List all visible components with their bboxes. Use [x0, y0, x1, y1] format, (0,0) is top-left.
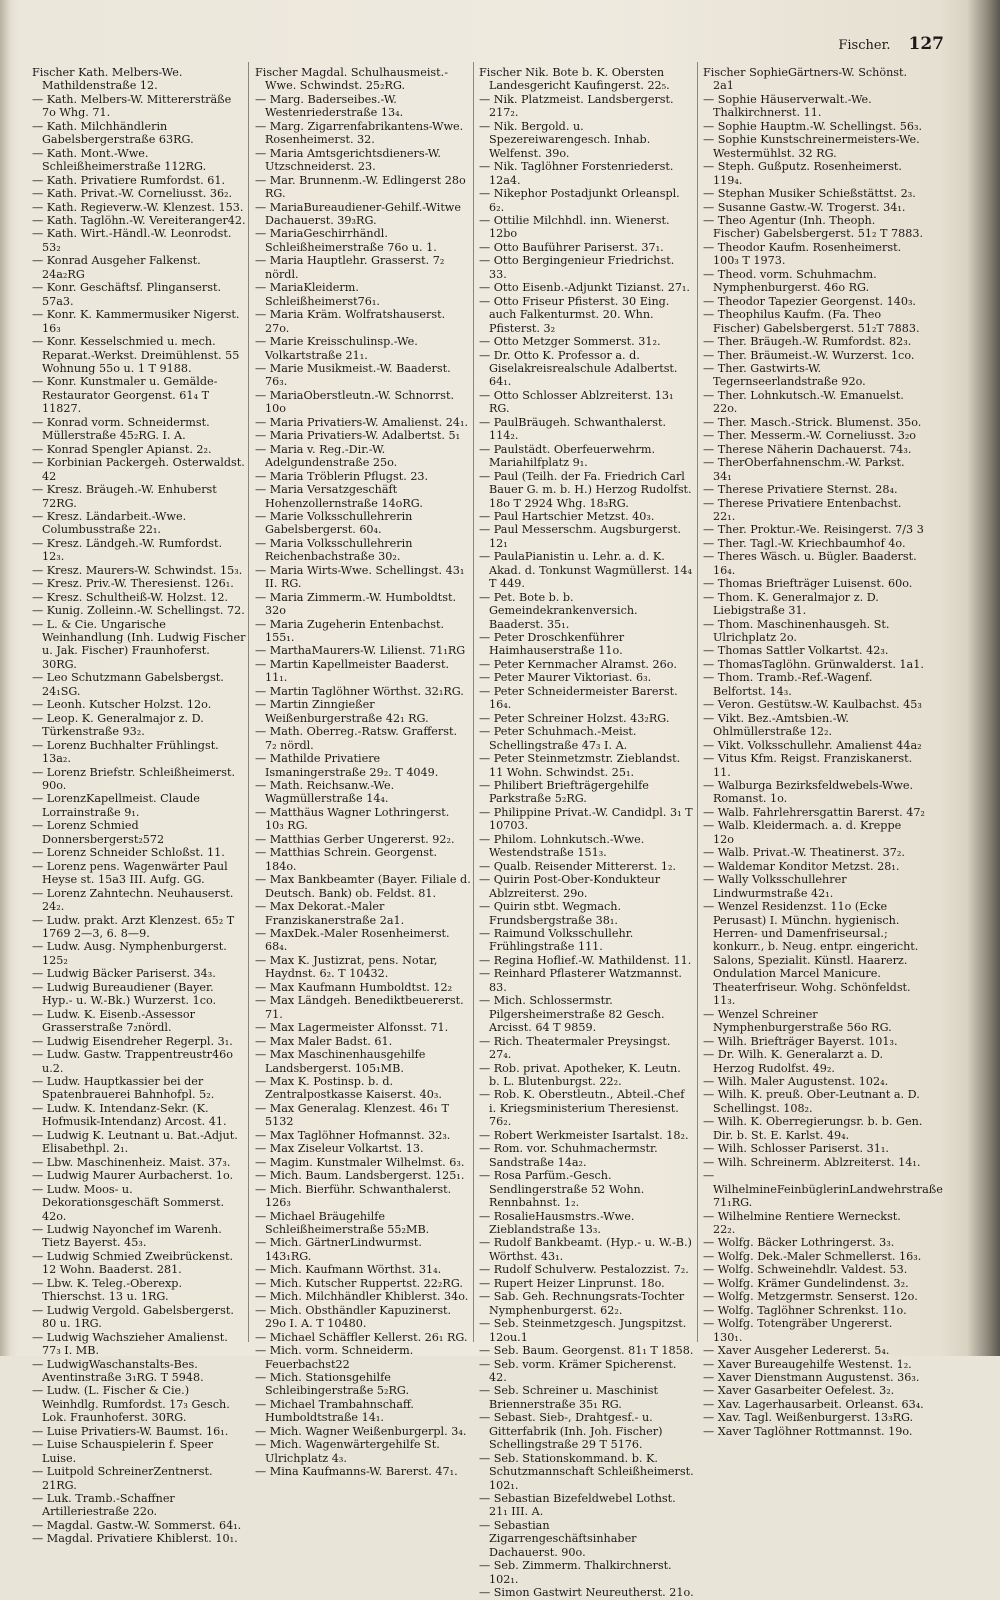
directory-entry: — Reinhard Pflasterer Watzmannst. 83. [479, 967, 682, 994]
directory-entry: — TherOberfahnenschm.-W. Parkst. 34₁ [703, 456, 905, 483]
directory-entry: — Quirin stbt. Wegmach. Frundsbergstraße 38₁. [479, 900, 622, 927]
directory-entry: — Maria Zimmerm.-W. Humboldtst. 32o [255, 590, 457, 618]
directory-entry: — Mich. Bierführ. Schwanthalerst. 126₃ [255, 1182, 452, 1210]
directory-entry: — Marie Kreisschulinsp.-We. Volkartstraße 21₁. [255, 335, 418, 362]
directory-entry: — Mich. Baum. Landsbergerst. 125₁. [255, 1169, 465, 1183]
directory-entry: — Mich. Wagner Weißenburgerpl. 3₄. [255, 1424, 467, 1438]
directory-entry: — Theod. vorm. Schuhmachm. Nymphenburgerst. 46o RG. [703, 267, 877, 295]
directory-column-4 [703, 66, 943, 1438]
directory-entry: — Sebast. Sieb-, Drahtgesf.- u. Gitterfabrik (Inh. Joh. Fischer) Schellingstraße 29 T 5176. [479, 1411, 663, 1452]
directory-entry: — Quirin Post-Ober-Kondukteur Ablzreiterst. 29o. [479, 873, 661, 900]
directory-entry: — Kath. Privat.-W. Corneliusst. 36₂. [32, 187, 233, 201]
directory-entry: — Rob. privat. Apotheker, K. Leutn. b. L. Blutenburgst. 22₂. [479, 1061, 681, 1088]
book-binding-shadow [968, 0, 1000, 1356]
directory-entry: — Kath. Regieverw.-W. Klenzest. 153. [32, 200, 244, 214]
directory-entry: — Wilhelmine Rentiere Werneckst. 22₂. [703, 1209, 901, 1236]
directory-entry: — Susanne Gastw.-W. Trogerst. 34₁. [703, 200, 906, 214]
directory-entry: — Max Kaufmann Humboldtst. 12₂ [255, 980, 453, 994]
directory-entry: — Sebastian Zigarrengeschäftsinhaber Dachauerst. 90o. [479, 1518, 637, 1559]
directory-entry: — Seb. Stationskommand. b. K. Schutzmannschaft Schleißheimerst. 102₁. [479, 1451, 694, 1492]
directory-entry: — Ludwig Vergold. Gabelsbergerst. 80 u. 1RG. [32, 1303, 234, 1331]
directory-entry: — Michael Bräugehilfe Schleißheimerstraße 55₂MB. [255, 1209, 430, 1236]
directory-entry: — Mina Kaufmanns-W. Barerst. 47₁. [255, 1465, 458, 1479]
directory-entry: — Lorenz Schmied Donnersbergerst₂572 [32, 819, 165, 846]
directory-entry: — Wolfg. Dek.-Maler Schmellerst. 16₃. [703, 1249, 922, 1263]
directory-entry: — Sophie Häuserverwalt.-We. Thalkirchnerst. 11. [703, 92, 872, 120]
directory-entry: — Ludwig Nayonchef im Warenh. Tietz Bayerst. 45₃. [32, 1222, 222, 1250]
directory-entry: — Leonh. Kutscher Holzst. 12o. [32, 698, 212, 712]
directory-entry: — Wenzel Schreiner Nymphenburgerstraße 56o RG. [703, 1007, 892, 1035]
directory-entry: — Theres Wäsch. u. Bügler. Baaderst. 16₄. [703, 550, 917, 577]
directory-entry: — Ludw. K. Eisenb.-Assessor Grasserstraße 7₂nördl. [32, 1007, 195, 1035]
directory-entry: — Ther. Bräumeist.-W. Wurzerst. 1co. [703, 348, 915, 362]
directory-entry: — Raimund Volksschullehr. Frühlingstraße 111. [479, 927, 634, 954]
directory-entry: — Peter Droschkenführer Haimhauserstraße 11o. [479, 631, 625, 658]
directory-entry: — Otto Schlosser Ablzreiterst. 13₁ RG. [479, 388, 674, 416]
directory-entry: — Kresz. Maurers-W. Schwindst. 15₃. [32, 563, 243, 577]
directory-entry: — Ludwig Wachszieher Amalienst. 77₃ I. MB. [32, 1330, 228, 1358]
directory-entry: — Qualb. Reisender Mittererst. 1₂. [479, 859, 676, 873]
directory-entry: — Kath. Privatiere Rumfordst. 61. [32, 173, 226, 187]
directory-entry: — Wolfg. Bäcker Lothringerst. 3₃. [703, 1236, 895, 1250]
directory-entry: — Luk. Tramb.-Schaffner Artilleriestraße 22o. [32, 1492, 175, 1519]
directory-column-2 [255, 66, 471, 1479]
directory-entry: — Ludwig K. Leutnant u. Bat.-Adjut. Elisabethpl. 2₁. [32, 1128, 238, 1156]
directory-entry: — Xav. Tagl. Weißenburgerst. 13₃RG. [703, 1411, 914, 1425]
directory-entry: — Paulstädt. Oberfeuerwehrm. Mariahilfplatz 9₁. [479, 442, 656, 470]
directory-entry: — Kath. Taglöhn.-W. Vereiteranger42. [32, 213, 246, 227]
directory-entry: — Xaver Gasarbeiter Oefelest. 3₂. [703, 1384, 895, 1398]
directory-entry: — Marg. Baderseibes.-W. Westenriederstraße 13₄. [255, 92, 404, 120]
directory-entry: — Konrad vorm. Schneidermst. Müllerstraße 45₂RG. I. A. [32, 415, 210, 443]
directory-entry: — Seb. vorm. Krämer Spicherenst. 42. [479, 1357, 677, 1384]
directory-entry: — Lbw. Maschinenheiz. Maist. 37₃. [32, 1155, 231, 1169]
directory-entry: — Veron. Gestütsw.-W. Kaulbachst. 45₃ [703, 698, 922, 712]
directory-entry: — Philom. Lohnkutsch.-Wwe. Westendstraße 151₃. [479, 832, 645, 860]
directory-entry: — Matthias Gerber Ungererst. 92₂. [255, 832, 455, 846]
directory-entry: — L. & Cie. Ungarische Weinhandlung (Inh. Ludwig Fischer u. Jak. Fischer) Fraunhoferst. 30RG. [32, 617, 246, 671]
page-number: 127 [908, 34, 944, 54]
directory-entry: — Peter Schneidermeister Barerst. 16₄. [479, 684, 678, 712]
directory-entry: — Theo Agentur (Inh. Theoph. Fischer) Gabelsbergerst. 51₂ T 7883. [703, 213, 924, 241]
directory-entry: — MariaGeschirrhändl. Schleißheimerstraße 76o u. 1. [255, 227, 437, 254]
directory-entry: — Ludw. Gastw. Trappentreustr46o u.2. [32, 1048, 233, 1075]
directory-entry: — Max Ländgeh. Benediktbeuererst. 71. [255, 994, 464, 1021]
directory-entry: — Math. Reichsanw.-We. Wagmüllerstraße 14₄. [255, 779, 395, 806]
directory-entry: — Mich. Milchhändler Khiblerst. 34o. [255, 1290, 469, 1304]
directory-entry: — Maria v. Reg.-Dir.-W. Adelgundenstraße 25o. [255, 442, 398, 470]
directory-entry: — Thom. K. Generalmajor z. D. Liebigstraße 31. [703, 590, 879, 618]
directory-entry: — Ther. Masch.-Strick. Blumenst. 35o. [703, 415, 922, 429]
header-word: Fischer. [838, 38, 891, 53]
directory-entry: — Thomas Sattler Volkartst. 42₃. [703, 644, 889, 658]
directory-entry: — Theophilus Kaufm. (Fa. Theo Fischer) Gabelsbergerst. 51₂T 7883. [703, 308, 920, 335]
directory-entry: — Ther. Tagl.-W. Kriechbaumhof 4o. [703, 536, 906, 550]
directory-entry: — LorenzKapellmeist. Claude Lorrainstraße 9₁. [32, 792, 200, 819]
directory-entry: — Nik. Taglöhner Forstenriederst. 12a4. [479, 160, 674, 187]
directory-entry: — Magdal. Gastw.-W. Sommerst. 64₁. [32, 1518, 242, 1532]
directory-entry: — Marie Volksschullehrerin Gabelsbergerst. 60₄. [255, 509, 413, 537]
directory-entry: — Michael Trambahnschaff. Humboldtstraße 14₁. [255, 1397, 414, 1425]
directory-column-1 [32, 66, 246, 1546]
directory-entry: — Max Maler Badst. 61. [255, 1034, 393, 1048]
directory-entry: — Maria Privatiers-W. Adalbertst. 5₁ [255, 429, 461, 443]
directory-entry: — Ther. Bräugeh.-W. Rumfordst. 82₃. [703, 335, 912, 349]
directory-entry: — Philippine Privat.-W. Candidpl. 3₁ T 10703. [479, 805, 693, 833]
directory-entry: — Wolfg. Totengräber Ungererst. 130₁. [703, 1317, 893, 1344]
directory-entry: Fischer Kath. Melbers-We. Mathildenstraße 12. [32, 66, 183, 93]
directory-entry: — Ther. Lohnkutsch.-W. Emanuelst. 22o. [703, 388, 904, 416]
directory-entry: — LudwigWaschanstalts-Bes. Aventinstraße 3₁RG. T 5948. [32, 1357, 204, 1384]
directory-entry: — Therese Näherin Dachauerst. 74₃. [703, 442, 912, 456]
directory-entry: — Maria Volksschullehrerin Reichenbachstraße 30₂. [255, 536, 413, 564]
directory-entry: — Lorenz Zahntechn. Neuhauserst. 24₂. [32, 886, 234, 914]
directory-entry: — Therese Privatiere Entenbachst. 22₁. [703, 496, 902, 523]
directory-entry: — Otto Eisenb.-Adjunkt Tizianst. 27₁. [479, 281, 690, 295]
directory-entry: — Mich. Wagenwärtergehilfe St. Ulrichplatz 4₃. [255, 1438, 440, 1465]
directory-entry: — Max K. Postinsp. b. d. Zentralpostkasse Kaiserst. 40₃. [255, 1074, 442, 1102]
directory-entry: — Martin Kapellmeister Baaderst. 11₁. [255, 657, 450, 685]
directory-entry: — Lorenz pens. Wagenwärter Paul Heyse st. 15a3 III. Aufg. GG. [32, 859, 228, 887]
directory-entry: — Wolfg. Schweinehdlr. Valdest. 53. [703, 1263, 908, 1277]
directory-entry: — Kunig. Zolleinn.-W. Schellingst. 72. [32, 604, 245, 618]
directory-entry: — Nikephor Postadjunkt Orleanspl. 6₂. [479, 187, 680, 214]
directory-entry: — Ludw. K. Intendanz-Sekr. (K. Hofmusik-Intendanz) Arcost. 41. [32, 1101, 227, 1129]
directory-entry: — Peter Steinmetzmstr. Zieblandst. 11 Wohn. Schwindst. 25₁. [479, 752, 681, 779]
directory-entry: — Maria Privatiers-W. Amalienst. 24₁. [255, 415, 469, 429]
directory-entry: — Ludwig Bäcker Pariserst. 34₃. [32, 967, 216, 981]
directory-entry: — Wolfg. Krämer Gundelindenst. 3₂. [703, 1276, 909, 1290]
directory-entry: — Xaver Bureaugehilfe Westenst. 1₂. [703, 1357, 912, 1371]
directory-entry: — Maria Kräm. Wolfratshauserst. 27o. [255, 308, 446, 335]
directory-entry: — Pet. Bote b. b. Gemeindekrankenversich. Baaderst. 35₁. [479, 590, 638, 631]
directory-entry: — MaxDek.-Maler Rosenheimerst. 68₄. [255, 927, 450, 954]
directory-entry: — Dr. Wilh. K. Generalarzt a. D. Herzog Rudolfst. 49₂. [703, 1048, 884, 1075]
directory-entry: — Ther. Proktur.-We. Reisingerst. 7/3 3 [703, 523, 924, 537]
directory-entry: — Simon Gastwirt Neureutherst. 21o. [479, 1586, 694, 1600]
directory-entry: — Kath. Milchhändlerin Gabelsbergerstraße 63RG. [32, 119, 194, 147]
directory-entry: — Walb. Fahrlehrersgattin Barerst. 47₂ [703, 805, 925, 819]
column-divider [248, 62, 249, 1342]
directory-entry: — Sophie Hauptm.-W. Schellingst. 56₃. [703, 119, 923, 133]
directory-entry: — Mich. Stationsgehilfe Schleibingerstraße 5₂RG. [255, 1370, 410, 1398]
directory-entry: — Mich. Schlossermstr. Pilgersheimerstraße 82 Gesch. Arcisst. 64 T 9859. [479, 994, 665, 1035]
directory-entry: — Xav. Lagerhausarbeit. Orleanst. 63₄. [703, 1397, 924, 1411]
directory-entry: — Max K. Justizrat, pens. Notar, Haydnst. 6₂. T 10432. [255, 953, 438, 981]
directory-entry: — Rupert Heizer Linprunst. 18o. [479, 1276, 665, 1290]
directory-entry: — Vikt. Bez.-Amtsbien.-W. Ohlmüllerstraße 12₂. [703, 711, 849, 739]
directory-entry: — MariaOberstleutn.-W. Schnorrst. 10o [255, 388, 455, 416]
directory-entry: — Rudolf Schulverw. Pestalozzist. 7₂. [479, 1263, 689, 1277]
directory-entry: — Lbw. K. Teleg.-Oberexp. Thierschst. 13 u. 1RG. [32, 1276, 183, 1304]
directory-entry: — Peter Schuhmach.-Meist. Schellingstraße 47₃ I. A. [479, 725, 637, 752]
directory-entry: — Sebastian Bizefeldwebel Lothst. 21₁ III. A. [479, 1492, 676, 1519]
directory-entry: — Wilh. K. preuß. Ober-Leutnant a. D. Schellingst. 108₂. [703, 1088, 920, 1115]
directory-entry: — Wolfg. Metzgermstr. Senserst. 12o. [703, 1290, 918, 1304]
directory-entry: — Lorenz Briefstr. Schleißheimerst. 90o. [32, 765, 236, 793]
directory-entry: — Mich. Obsthändler Kapuzinerst. 29o I. A. T 10480. [255, 1303, 452, 1331]
directory-entry: — Max Dekorat.-Maler Franziskanerstraße 2a1. [255, 900, 405, 927]
directory-entry: — Leo Schutzmann Gabelsbergst. 24₁SG. [32, 671, 224, 698]
directory-entry: — Ludwig Bureaudiener (Bayer. Hyp.- u. W.-Bk.) Wurzerst. 1co. [32, 980, 217, 1008]
directory-entry: Fischer SophieGärtners-W. Schönst. 2a1 [703, 66, 908, 93]
directory-entry: — Rosa Parfüm.-Gesch. Sendlingerstraße 52 Wohn. Rennbahnst. 1₂. [479, 1169, 645, 1210]
directory-entry: — Xaver Ausgeher Ledererst. 5₄. [703, 1344, 890, 1358]
directory-entry: — Ludw. (L. Fischer & Cie.) Weinhdlg. Rumfordst. 17₃ Gesch. Lok. Fraunhoferst. 30RG. [32, 1384, 230, 1425]
directory-entry: — Steph. Gußputz. Rosenheimerst. 119₄. [703, 160, 902, 187]
directory-entry: — Stephan Musiker Schießstättst. 2₃. [703, 187, 916, 201]
directory-entry: — Konrad Spengler Apianst. 2₂. [32, 442, 212, 456]
directory-entry: — Xaver Taglöhner Rottmannst. 19o. [703, 1424, 913, 1438]
directory-entry: — Walburga Bezirksfeldwebels-Wwe. Romanst. 1o. [703, 779, 914, 806]
directory-entry: — Thom. Tramb.-Ref.-Wagenf. Belfortst. 14₃. [703, 671, 873, 698]
directory-entry: — Kresz. Schultheiß-W. Holzst. 12. [32, 590, 229, 604]
directory-entry: — Rudolf Bankbeamt. (Hyp.- u. W.-B.) Wörthst. 43₁. [479, 1236, 692, 1263]
directory-entry: — Wilh. Maler Augustenst. 102₄. [703, 1074, 889, 1088]
directory-entry: — MariaKleiderm. Schleißheimerst76₁. [255, 281, 380, 308]
directory-entry: — Nik. Bergold. u. Spezereiwarengesch. Inhab. Welfenst. 39o. [479, 119, 651, 160]
directory-entry: — Wilh. Schreinerm. Ablzreiterst. 14₁. [703, 1155, 921, 1169]
directory-entry: — ThomasTaglöhn. Grünwalderst. 1a1. [703, 657, 924, 671]
directory-entry: — Marg. Zigarrenfabrikantens-Wwe. Rosenheimerst. 32. [255, 119, 464, 147]
directory-entry: — Konr. Geschäftsf. Plinganserst. 57a3. [32, 281, 222, 308]
directory-entry: — Kresz. Ländgeh.-W. Rumfordst. 12₃. [32, 536, 223, 564]
directory-entry: — Max Lagermeister Alfonsst. 71. [255, 1021, 449, 1035]
directory-entry: — Max Maschinenhausgehilfe Landsbergerst. 105₁MB. [255, 1048, 426, 1075]
directory-entry: — Otto Metzger Sommerst. 31₂. [479, 335, 661, 349]
directory-entry: — Kath. Mont.-Wwe. Schleißheimerstraße 112RG. [32, 146, 207, 174]
directory-entry: — MariaBureaudiener-Gehilf.-Witwe Dachauerst. 39₃RG. [255, 200, 462, 227]
directory-entry: — Ther. Messerm.-W. Corneliusst. 3₂o [703, 429, 917, 443]
directory-entry: — Ludw. Moos- u. Dekorationsgeschäft Sommerst. 42o. [32, 1182, 225, 1223]
directory-entry: — Michael Schäffler Kellerst. 26₁ RG. [255, 1330, 468, 1344]
directory-entry: — Luise Schauspielerin f. Speer Luise. [32, 1438, 214, 1465]
directory-entry: — Korbinian Packergeh. Osterwaldst. 42 [32, 456, 245, 483]
directory-entry: — Martin Zinngießer Weißenburgerstraße 42₁ RG. [255, 698, 429, 725]
directory-entry: — PaulaPianistin u. Lehr. a. d. K. Akad. d. Tonkunst Wagmüllerst. 14₄ T 449. [479, 550, 692, 591]
directory-entry: — Philibert Briefträgergehilfe Parkstraße 5₂RG. [479, 779, 649, 806]
directory-entry: — Mar. Brunnenm.-W. Edlingerst 28o RG. [255, 173, 466, 201]
directory-entry: — Kresz. Ländarbeit.-Wwe. Columbusstraße 22₁. [32, 509, 187, 537]
column-divider [473, 62, 474, 1342]
directory-entry: — Ottilie Milchhdl. inn. Wienerst. 12bo [479, 213, 670, 241]
column-divider [697, 62, 698, 1342]
directory-entry: — WilhelmineFeinbüglerinLandwehrstraße 71₁RG. [703, 1169, 943, 1210]
directory-entry: — Maria Zugeherin Entenbachst. 155₁. [255, 617, 445, 645]
directory-entry: — Marie Musikmeist.-W. Baaderst. 76₃. [255, 361, 451, 389]
directory-entry: Fischer Nik. Bote b. K. Obersten Landesgericht Kaufingerst. 22₅. [479, 66, 670, 93]
directory-entry: — Rich. Theatermaler Preysingst. 27₄. [479, 1034, 671, 1062]
directory-entry: — Kath. Melbers-W. Mitterersträße 7o Whg. 71. [32, 92, 232, 120]
directory-entry: — Otto Bergingenieur Friedrichst. 33. [479, 254, 675, 281]
directory-entry: — Otto Friseur Pfisterst. 30 Eing. auch Falkenturmst. 20. Whn. Pfisterst. 3₂ [479, 294, 670, 335]
directory-entry: — Dr. Otto K. Professor a. d. Giselakreisrealschule Adalbertst. 64₁. [479, 348, 678, 389]
directory-entry: — Paul Hartschier Metzst. 40₃. [479, 509, 655, 523]
directory-entry: — Maria Amtsgerichtsdieners-W. Utzschneiderst. 23. [255, 146, 441, 174]
directory-entry: — Xaver Dienstmann Augustenst. 36₃. [703, 1370, 920, 1384]
directory-entry: — Wilh. Schlosser Pariserst. 31₁. [703, 1142, 889, 1156]
directory-entry: Fischer Magdal. Schulhausmeist.-Wwe. Schwindst. 25₂RG. [255, 66, 449, 93]
directory-entry: — Max Ziseleur Volkartst. 13. [255, 1142, 424, 1156]
directory-entry: — Seb. Schreiner u. Maschinist Briennerstraße 35₁ RG. [479, 1384, 658, 1411]
directory-entry: — Max Taglöhner Hofmannst. 32₃. [255, 1128, 451, 1142]
directory-entry: — Maria Wirts-Wwe. Schellingst. 43₁ II. RG. [255, 563, 465, 591]
directory-entry: — Peter Kernmacher Alramst. 26o. [479, 657, 677, 671]
directory-entry: — Seb. Baum. Georgenst. 81₁ T 1858. [479, 1344, 694, 1358]
directory-entry: — Ludw. prakt. Arzt Klenzest. 65₂ T 1769 2—3, 6. 8—9. [32, 913, 235, 940]
directory-entry: — Konrad Ausgeher Falkenst. 24a₂RG [32, 254, 201, 281]
directory-entry: — Wenzel Residenzst. 11o (Ecke Perusast) I. Münchn. hygienisch. Herren- und Damenfriseursal.; konkurr., b. Neug. entpr. eingericht. Salons, Spezialit. Künstl. Haarerz. Ondulation Marcel Manicure. Theaterfriseur. Wohg. Schönfeldst. 11₃. [703, 900, 919, 1008]
directory-entry: — PaulBräugeh. Schwanthalerst. 114₂. [479, 415, 667, 443]
directory-entry: — Luitpold SchreinerZentnerst. 21RG. [32, 1465, 213, 1492]
directory-entry: — Walb. Privat.-W. Theatinerst. 37₂. [703, 846, 905, 860]
page-left-edge [0, 0, 10, 1356]
directory-entry: — Theodor Kaufm. Rosenheimerst. 100₃ T 1973. [703, 240, 902, 268]
directory-entry: — Otto Bauführer Pariserst. 37₁. [479, 240, 664, 254]
directory-entry: — Vitus Kfm. Reigst. Franziskanerst. 11. [703, 752, 913, 779]
directory-entry: — Wolfg. Taglöhner Schrenkst. 11o. [703, 1303, 907, 1317]
directory-entry: — Paul Messerschm. Augsburgerst. 12₁ [479, 523, 682, 550]
directory-entry: — Konr. K. Kammermusiker Nigerst. 16₃ [32, 308, 240, 335]
directory-entry: — Peter Schreiner Holzst. 43₂RG. [479, 711, 670, 725]
directory-entry: — Ludwig Schmied Zweibrückenst. 12 Wohn. Baaderst. 281. [32, 1249, 233, 1277]
directory-entry: — Konr. Kunstmaler u. Gemälde-Restaurator Georgenst. 61₄ T 11827. [32, 375, 218, 416]
directory-entry: — Max Bankbeamter (Bayer. Filiale d. Deutsch. Bank) ob. Feldst. 81. [255, 873, 471, 900]
directory-entry: — Maria Tröblerin Pflugst. 23. [255, 469, 429, 483]
directory-entry: — Sophie Kunstschreinermeisters-We. Westermühlst. 32 RG. [703, 133, 920, 160]
directory-entry: — Vikt. Volksschullehr. Amalienst 44a₂ [703, 738, 922, 752]
directory-entry: — Mich. Kaufmann Wörthst. 31₄. [255, 1263, 442, 1277]
directory-entry: — Theodor Tapezier Georgenst. 140₃. [703, 294, 916, 308]
directory-entry: — Magim. Kunstmaler Wilhelmst. 6₃. [255, 1155, 465, 1169]
directory-entry: — Ludw. Ausg. Nymphenburgerst. 125₂ [32, 940, 227, 967]
directory-entry: — Luise Privatiers-W. Baumst. 16₁. [32, 1424, 229, 1438]
directory-entry: — MarthaMaurers-W. Lilienst. 71₁RG [255, 644, 466, 658]
directory-entry: — Wilh. Briefträger Bayerst. 101₃. [703, 1034, 898, 1048]
directory-entry: — Maria Versatzgeschäft Hohenzollernstraße 14oRG. [255, 483, 423, 510]
directory-entry: — Kresz. Priv.-W. Theresienst. 126₁. [32, 577, 234, 591]
directory-entry: — Kresz. Bräugeh.-W. Enhuberst 72RG. [32, 483, 217, 510]
directory-entry: — Thomas Briefträger Luisenst. 60o. [703, 577, 913, 591]
directory-entry: — Regina Hoflief.-W. Mathildenst. 11. [479, 953, 692, 967]
directory-entry: — Seb. Zimmerm. Thalkirchnerst. 102₁. [479, 1559, 672, 1586]
directory-entry: — Mich. Kutscher Ruppertst. 22₂RG. [255, 1276, 463, 1290]
directory-entry: — Therese Privatiere Sternst. 28₄. [703, 483, 898, 497]
directory-entry: — Matthäus Wagner Lothringerst. 10₃ RG. [255, 805, 450, 833]
directory-entry: — Mathilde Privatiere Ismaningerstraße 29₂. T 4049. [255, 752, 439, 779]
directory-entry: — Robert Werkmeister Isartalst. 18₂. [479, 1128, 689, 1142]
directory-entry: — Peter Maurer Viktoriast. 6₃. [479, 671, 652, 685]
directory-entry: — Leop. K. Generalmajor z. D. Türkenstraße 93₂. [32, 711, 204, 739]
directory-entry: — Wilh. K. Oberregierungsr. b. b. Gen. Dir. b. St. E. Karlst. 49₄. [703, 1115, 923, 1142]
directory-entry: — Math. Oberreg.-Ratsw. Grafferst. 7₂ nördl. [255, 725, 458, 752]
directory-entry: — Ludwig Maurer Aurbacherst. 1o. [32, 1169, 234, 1183]
directory-entry: — Mich. vorm. Schneiderm. Feuerbachst22 [255, 1344, 414, 1371]
directory-entry: — Martin Taglöhner Wörthst. 32₁RG. [255, 684, 464, 698]
directory-entry: — Waldemar Konditor Metzst. 28₁. [703, 859, 900, 873]
directory-entry: — Walb. Kleidermach. a. d. Kreppe 12o [703, 819, 902, 846]
directory-entry: — RosalieHausmstrs.-Wwe. Zieblandstraße 13₃. [479, 1209, 635, 1236]
directory-entry: — Mich. GärtnerLindwurmst. 143₁RG. [255, 1236, 422, 1263]
directory-entry: — Konr. Kesselschmied u. mech. Reparat.-Werkst. Dreimühlenst. 55 Wohnung 55o u. 1 T 9188. [32, 335, 240, 375]
directory-entry: — Matthias Schrein. Georgenst. 184o. [255, 846, 438, 873]
directory-column-3 [479, 66, 695, 1600]
directory-entry: — Kath. Wirt.-Händl.-W. Leonrodst. 53₂ [32, 227, 232, 254]
directory-entry: — Ludwig Eisendreher Regerpl. 3₁. [32, 1034, 233, 1048]
directory-entry: — Sab. Geh. Rechnungsrats-Tochter Nymphenburgerst. 62₂. [479, 1290, 685, 1317]
directory-entry: — Lorenz Buchhalter Frühlingst. 13a₂. [32, 738, 219, 766]
directory-entry: — Maria Hauptlehr. Grasserst. 7₂ nördl. [255, 254, 445, 281]
running-header [838, 34, 944, 54]
directory-entry: — Thom. Maschinenhausgeh. St. Ulrichplatz 2o. [703, 617, 890, 645]
directory-entry: — Ther. Gastwirts-W. Tegernseerlandstraße 92o. [703, 361, 866, 389]
directory-entry: — Max Generalag. Klenzest. 46₁ T 5132 [255, 1101, 450, 1129]
directory-entry: — Lorenz Schneider Schloßst. 11. [32, 846, 225, 860]
directory-entry: — Wally Volksschullehrer Lindwurmstraße 42₁. [703, 873, 847, 900]
directory-entry: — Rom. vor. Schuhmachermstr. Sandstraße 14a₂. [479, 1142, 658, 1169]
directory-entry: — Ludw. Hauptkassier bei der Spatenbrauerei Bahnhofpl. 5₂. [32, 1074, 215, 1102]
directory-entry: — Nik. Platzmeist. Landsbergerst. 217₂. [479, 92, 674, 120]
directory-entry: — Magdal. Privatiere Khiblerst. 10₁. [32, 1532, 238, 1546]
directory-entry: — Rob. K. Oberstleutn., Abteil.-Chef i. Kriegsministerium Theresienst. 76₂. [479, 1088, 685, 1129]
directory-entry: — Seb. Steinmetzgesch. Jungspitzst. 12ou.1 [479, 1317, 687, 1344]
directory-entry: — Paul (Teilh. der Fa. Friedrich Carl Bauer G. m. b. H.) Herzog Rudolfst. 18o T 2924 Whg. 18₃RG. [479, 469, 692, 510]
